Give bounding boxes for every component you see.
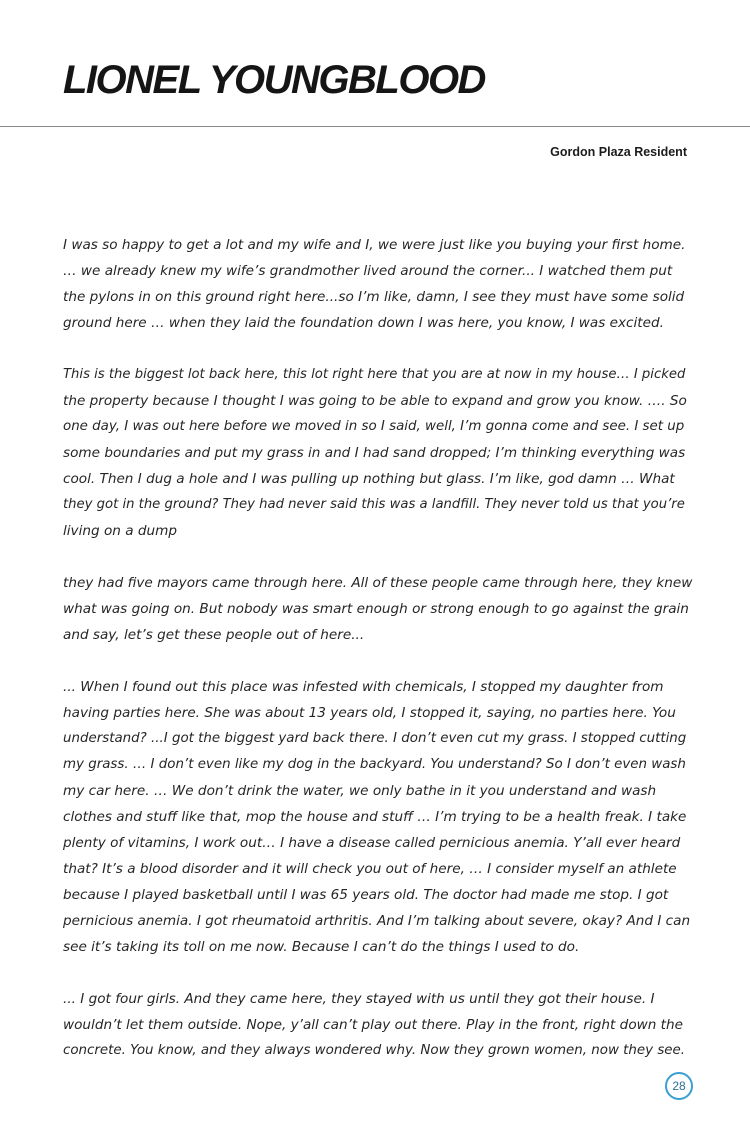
paragraph <box>63 570 693 648</box>
text-line: understand? ...I got the biggest yard back there. I don’t even cut my grass. I stopped cutting <box>63 731 687 746</box>
paragraph <box>63 986 693 1064</box>
text-line: the property because I thought I was going to be able to expand and grow you know. …. So <box>63 393 687 409</box>
text-line: cool. Then I dug a hole and I was pulling up nothing but glass. I’m like, god damn … What <box>63 471 675 487</box>
quote-body <box>63 232 693 1090</box>
text-line: ... I got four girls. And they came here, they stayed with us until they got their house. I <box>63 991 655 1007</box>
text-line: clothes and stuff like that, mop the house and stuff … I’m trying to be a health freak. I take <box>63 809 687 825</box>
text-line: pernicious anemia. I got rheumatoid arthritis. And I’m talking about severe, okay? And I can <box>63 913 691 929</box>
title-divider <box>0 126 750 127</box>
text-line: wouldn’t let them outside. Nope, y’all can’t play out there. Play in the front, right down the <box>63 1017 683 1033</box>
text-line: what was going on. But nobody was smart enough or strong enough to go against the grain <box>63 601 689 617</box>
text-line: one day, I was out here before we moved in so I said, well, I’m gonna come and see. I set up <box>63 419 685 434</box>
text-line: they got in the ground? They had never said this was a landfill. They never told us that you’re <box>63 497 685 512</box>
text-line: living on a dump <box>63 523 177 539</box>
page-number-badge <box>665 1072 693 1100</box>
text-line: they had five mayors came through here. All of these people came through here, they knew <box>63 575 693 591</box>
paragraph <box>63 362 693 544</box>
text-line: ground here … when they laid the foundation down I was here, you know, I was excited. <box>63 315 664 331</box>
text-line: my grass. … I don’t even like my dog in the backyard. You understand? So I don’t even wash <box>63 757 686 772</box>
text-line: that? It’s a blood disorder and it will check you out of here, … I consider myself an athlete <box>63 861 677 877</box>
page-title: LIONEL YOUNGBLOOD <box>63 58 485 102</box>
page-subtitle: Gordon Plaza Resident <box>550 145 687 159</box>
text-line: ... When I found out this place was infested with chemicals, I stopped my daughter from <box>63 679 664 695</box>
text-line: some boundaries and put my grass in and I had sand dropped; I’m thinking everything was <box>63 445 686 461</box>
text-line: my car here. … We don’t drink the water, we only bathe in it you understand and wash <box>63 783 657 799</box>
page-number: 28 <box>672 1079 686 1093</box>
text-line: I was so happy to get a lot and my wife and I, we were just like you buying your first home. <box>63 237 686 253</box>
text-line: because I played basketball until I was 65 years old. The doctor had made me stop. I got <box>63 887 669 903</box>
paragraph <box>63 674 693 960</box>
text-line: This is the biggest lot back here, this lot right here that you are at now in my house… I picked <box>63 367 686 382</box>
text-line: concrete. You know, and they always wondered why. Now they grown women, now they see. <box>63 1043 686 1058</box>
text-line: having parties here. She was about 13 years old, I stopped it, saying, no parties here. You <box>63 705 676 721</box>
text-line: plenty of vitamins, I work out… I have a disease called pernicious anemia. Y’all ever heard <box>63 835 681 851</box>
text-line: … we already knew my wife’s grandmother lived around the corner... I watched them put <box>63 263 673 279</box>
text-line: and say, let’s get these people out of here... <box>63 627 365 643</box>
text-line: the pylons in on this ground right here...so I’m like, damn, I see they must have some solid <box>63 289 685 305</box>
paragraph <box>63 232 693 336</box>
text-line: see it’s taking its toll on me now. Because I can’t do the things I used to do. <box>63 939 580 955</box>
